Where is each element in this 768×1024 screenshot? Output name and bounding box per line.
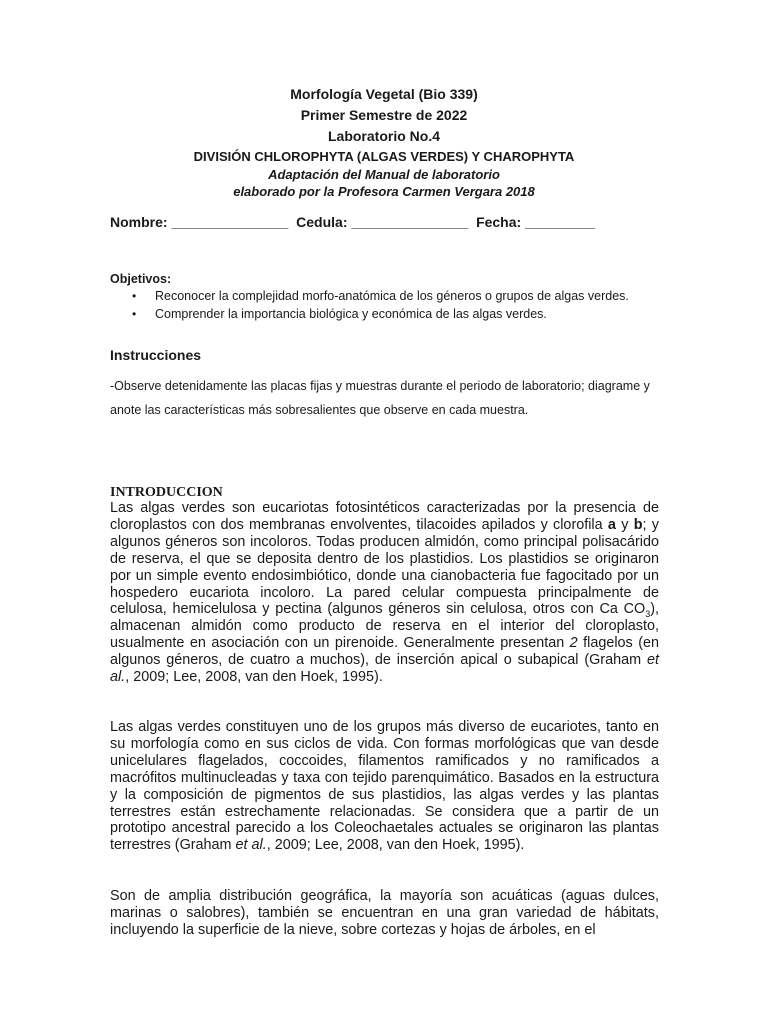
- instructions-heading: Instrucciones: [110, 347, 202, 363]
- course-title: Morfología Vegetal (Bio 339): [290, 86, 478, 102]
- objective-text: Comprender la importancia biológica y económica de las algas verdes.: [155, 307, 547, 321]
- intro-paragraph-2: Las algas verdes constituyen uno de los grupos más diverso de eucariotes, tanto en su morfología como en sus ciclos de vida. Con formas morfológicas que van desde unicelulares flagelados, coccoides, filamentos ramificados y no ramificados a macrófitos multinucleadas y taxa con tejido parenquimático. Basados en la estructura y la composición de pigmentos de sus plastidios, las algas verdes y las plantas terrestres están estrechamente relacionadas. Se considera que a partir de un prototipo ancestral parecido a los Coleochaetales actuales se originaron las plantas terrestres (Graham et al., 2009; Lee, 2008, van den Hoek, 1995).: [110, 719, 659, 854]
- lab-title: Laboratorio No.4: [327, 128, 440, 144]
- instructions-text: -Observe detenidamente las placas fijas y muestras durante el periodo de laboratorio; diagrame y anote las características más sobresalientes que observe en cada muestra.: [110, 379, 650, 417]
- adaptation-line: Adaptación del Manual de laboratorio: [268, 167, 500, 182]
- student-info-row: [110, 214, 670, 230]
- objectives-section: [110, 271, 670, 324]
- name-field[interactable]: Nombre: _______________: [110, 214, 289, 230]
- objective-item: [110, 288, 670, 304]
- bullet-icon: •: [132, 289, 137, 303]
- objective-text: Reconocer la complejidad morfo-anatómica de los géneros o grupos de algas verdes.: [155, 289, 629, 303]
- introduction-heading: INTRODUCCION: [110, 485, 223, 500]
- date-field[interactable]: Fecha: _________: [476, 214, 596, 230]
- bullet-icon: •: [132, 307, 137, 321]
- semester-title: Primer Semestre de 2022: [300, 107, 468, 123]
- objectives-label: Objetivos:: [110, 272, 172, 286]
- intro-paragraph-3: Son de amplia distribución geográfica, la mayoría son acuáticas (aguas dulces, marinas o salobres), también se encuentran en una gran variedad de hábitats, incluyendo la superficie de la nieve, sobre cortezas y hojas de árboles, en el: [110, 888, 659, 938]
- objectives-list: [110, 288, 670, 322]
- author-line: elaborado por la Profesora Carmen Vergara 2018: [233, 184, 535, 199]
- division-title: DIVISIÓN CHLOROPHYTA (ALGAS VERDES) Y CHAROPHYTA: [193, 149, 575, 164]
- cedula-field[interactable]: Cedula: _______________: [296, 214, 469, 230]
- document-header: [0, 84, 768, 200]
- objective-item: [110, 306, 670, 322]
- intro-paragraph-1: Las algas verdes son eucariotas fotosintéticos caracterizadas por la presencia de cloroplastos con dos membranas envolventes, tilacoides apilados y clorofila a y b; y algunos géneros son incoloros. Todas producen almidón, como principal polisacárido de reserva, el que se deposita dentro de los plastidios. Los plastidios se originaron por un simple evento endosimbiótico, donde una cianobacteria fue fagocitado por un hospedero eucariota incoloro. La pared celular compuesta principalmente de celulosa, hemicelulosa y pectina (algunos géneros sin celulosa, otros con Ca $CO_3$), almacenan almidón como producto de reserva en el interior del cloroplasto, usualmente en asociación con un pirenoide. Generalmente presentan 2 flagelos (en algunos géneros, de cuatro a muchos), de inserción apical o subapical (Graham et al., 2009; Lee, 2008, van den Hoek, 1995).: [110, 500, 659, 686]
